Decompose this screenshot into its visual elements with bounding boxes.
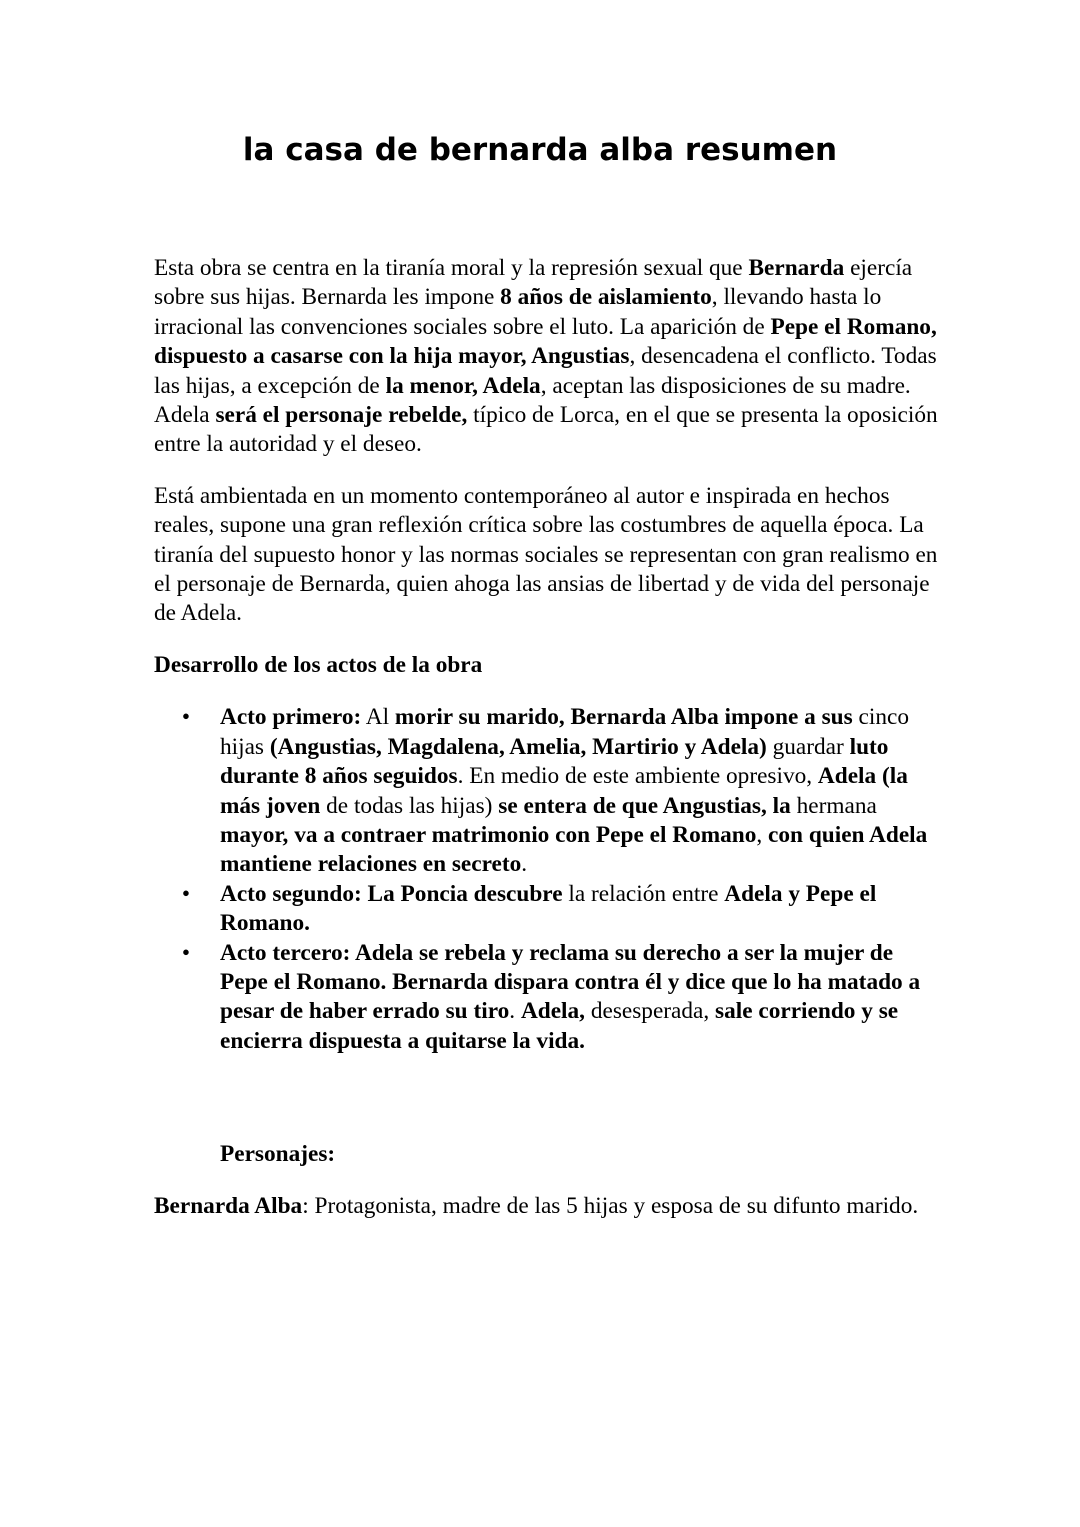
bold-text-run: se entera de que Angustias, la (498, 792, 791, 819)
act-3-text (220, 940, 920, 1054)
text-run: Esta obra se centra en la tiranía moral y la represión sexual que (154, 255, 749, 281)
text-run: guardar (766, 733, 850, 760)
text-run: , aceptan las disposiciones de su madre. Adela (154, 372, 911, 429)
bold-text-run: Bernarda (748, 255, 845, 281)
act-2-text (220, 881, 876, 936)
text-run: Al (361, 704, 395, 731)
bold-text-run: será el personaje rebelde, (215, 402, 468, 429)
bold-text-run: Adela y Pepe el Romano. (220, 880, 877, 937)
bold-text-run: Bernarda Alba (154, 1192, 303, 1219)
bold-text-run: Adela, (520, 998, 586, 1025)
text-run: ejercía sobre sus hijas. Bernarda les impone (154, 255, 913, 311)
bold-text-run: (Angustias, Magdalena, Amelia, Martirio y Adela) (269, 733, 767, 760)
bold-text-run: la menor, Adela (385, 372, 541, 399)
list-item (181, 703, 944, 879)
text-run: Está ambientada en un momento contemporáneo al autor e inspirada en hechos reales, supone una gran reflexión crítica sobre las costumbres de aquella época. La tiranía del supuesto honor y las normas sociales se representan con gran realismo en el personaje de Bernarda, quien ahoga las ansias de libertad y de vida del personaje de Adela. (154, 482, 938, 627)
text-run: . (509, 998, 521, 1025)
bold-text-run: Pepe el Romano, dispuesto a casarse con la hija mayor, Angustias (154, 313, 937, 370)
text-run: la relación entre (562, 880, 725, 907)
text-run: , (756, 821, 769, 848)
list-item (181, 880, 944, 939)
text-run: , llevando hasta lo irracional las convenciones sociales sobre el luto. La aparición de (154, 284, 882, 340)
bold-text-run: con quien Adela mantiene relaciones en secreto (220, 821, 928, 878)
bold-text-run: mayor, va a contraer matrimonio con Pepe el Romano (220, 821, 757, 848)
text-run: . (521, 851, 528, 878)
bullet-icon: • (181, 939, 191, 966)
text-run: , desencadena el conflicto. Todas las hijas, a excepción de (154, 343, 937, 399)
bold-text-run: morir su marido, Bernarda Alba impone a sus (394, 704, 853, 731)
text-run: : Protagonista, madre de las 5 hijas y esposa de su difunto marido. (302, 1192, 919, 1219)
text-run: desesperada, (585, 998, 716, 1025)
character-bernarda-alba (154, 1192, 944, 1221)
characters-heading: Personajes: (220, 1141, 336, 1168)
text-run: típico de Lorca, en el que se presenta la oposición entre la autoridad y el deseo. (154, 402, 938, 458)
context-paragraph (154, 482, 944, 629)
bold-text-run: Acto segundo: La Poncia descubre (220, 880, 563, 907)
list-item (181, 939, 944, 1057)
intro-paragraph (154, 254, 944, 460)
bold-text-run: 8 años de aislamiento (500, 284, 712, 311)
bold-text-run: Acto primero: (220, 704, 362, 731)
text-run: . En medio de este ambiente opresivo, (457, 763, 818, 790)
text-run: de todas las hijas) (320, 792, 499, 819)
bold-text-run: luto durante 8 años seguidos (220, 733, 889, 790)
bullet-icon: • (181, 880, 191, 907)
act-1-text (220, 704, 927, 877)
bullet-icon: • (181, 704, 191, 731)
bold-text-run: Acto tercero: Adela se rebela y reclama su derecho a ser la mujer de Pepe el Romano. Bernarda dispara contra él y dice que lo ha matado a pesar de haber errado su tiro (220, 939, 921, 1025)
bold-text-run: Adela (la más joven (220, 763, 908, 819)
acts-heading: Desarrollo de los actos de la obra (154, 651, 483, 678)
document-body (154, 254, 944, 1221)
document-title: la casa de bernarda alba resumen (242, 132, 838, 168)
text-run: cinco hijas (220, 704, 909, 760)
acts-list (154, 703, 944, 1056)
bold-text-run: sale corriendo y se encierra dispuesta a quitarse la vida. (220, 998, 899, 1054)
text-run: hermana (790, 792, 877, 819)
